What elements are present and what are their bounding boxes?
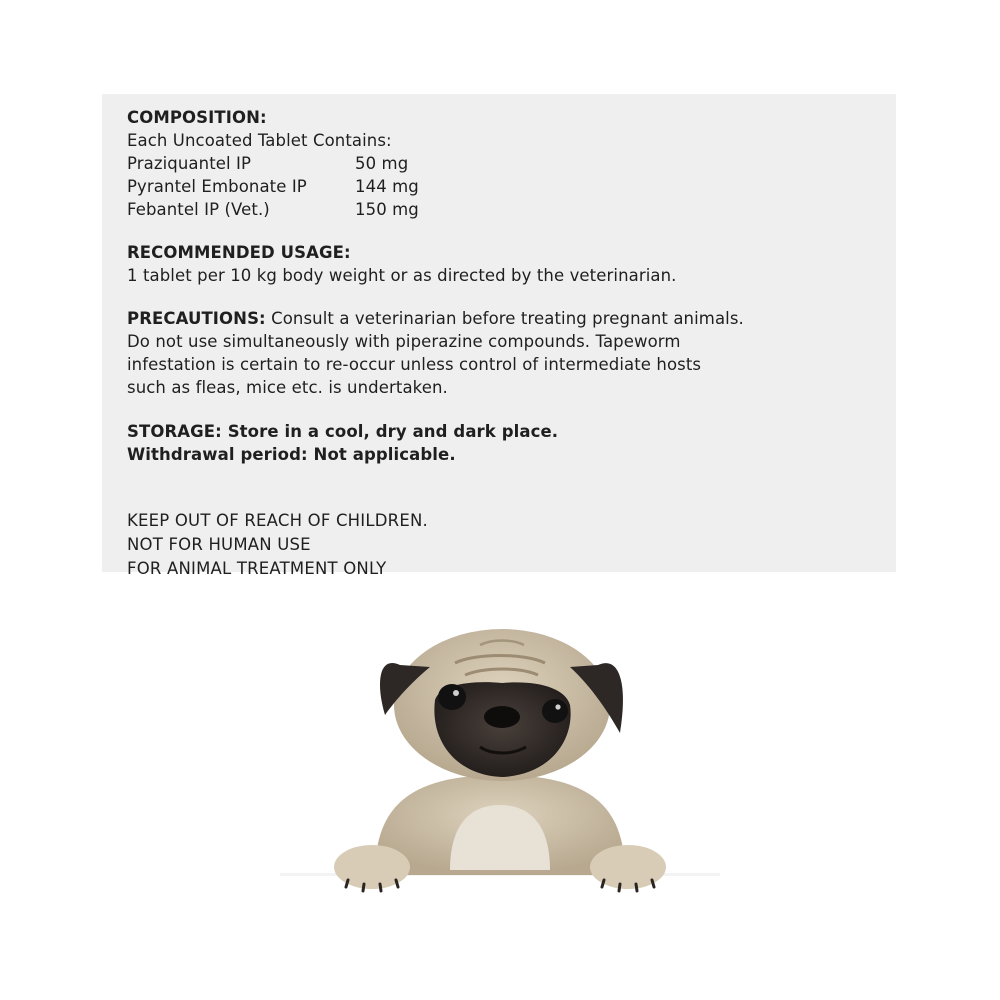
ingredient-amount: 50 mg <box>355 154 409 173</box>
ingredient-amount: 144 mg <box>355 177 419 196</box>
pug-image <box>280 625 720 900</box>
warning-line: NOT FOR HUMAN USE <box>127 535 311 554</box>
withdrawal-text: Withdrawal period: Not applicable. <box>127 445 456 464</box>
ingredient-name: Pyrantel Embonate IP <box>127 177 307 196</box>
eye-highlight <box>453 690 459 696</box>
precautions-text: Consult a veterinarian before treating pregnant animals. <box>265 309 744 328</box>
composition-intro: Each Uncoated Tablet Contains: <box>127 131 392 150</box>
pug-nose <box>484 706 520 728</box>
pug-right-paw <box>590 845 666 889</box>
precautions-line: infestation is certain to re-occur unless control of intermediate hosts <box>127 355 702 374</box>
usage-text: 1 tablet per 10 kg body weight or as directed by the veterinarian. <box>127 266 677 285</box>
eye-highlight <box>555 704 560 709</box>
pug-left-eye <box>438 684 466 710</box>
ingredient-name: Praziquantel IP <box>127 154 252 173</box>
ingredient-row <box>127 175 896 198</box>
ingredient-name: Febantel IP (Vet.) <box>127 200 270 219</box>
composition-heading: COMPOSITION: <box>127 108 267 127</box>
warning-line: KEEP OUT OF REACH OF CHILDREN. <box>127 511 428 530</box>
storage-text: STORAGE: Store in a cool, dry and dark place. <box>127 422 559 441</box>
pug-right-eye <box>542 699 568 723</box>
precautions-heading: PRECAUTIONS: <box>127 309 266 328</box>
usage-heading: RECOMMENDED USAGE: <box>127 243 351 262</box>
ingredient-row <box>127 198 896 221</box>
ingredient-amount: 150 mg <box>355 200 419 219</box>
pug-left-paw <box>334 845 410 889</box>
ingredient-row <box>127 152 896 175</box>
pug-illustration <box>280 625 720 900</box>
product-label-panel <box>102 94 896 578</box>
precautions-line: such as fleas, mice etc. is undertaken. <box>127 378 448 397</box>
precautions-line: Do not use simultaneously with piperazine compounds. Tapeworm <box>127 332 681 351</box>
warning-line: FOR ANIMAL TREATMENT ONLY <box>127 559 387 578</box>
precautions-line <box>127 307 896 330</box>
